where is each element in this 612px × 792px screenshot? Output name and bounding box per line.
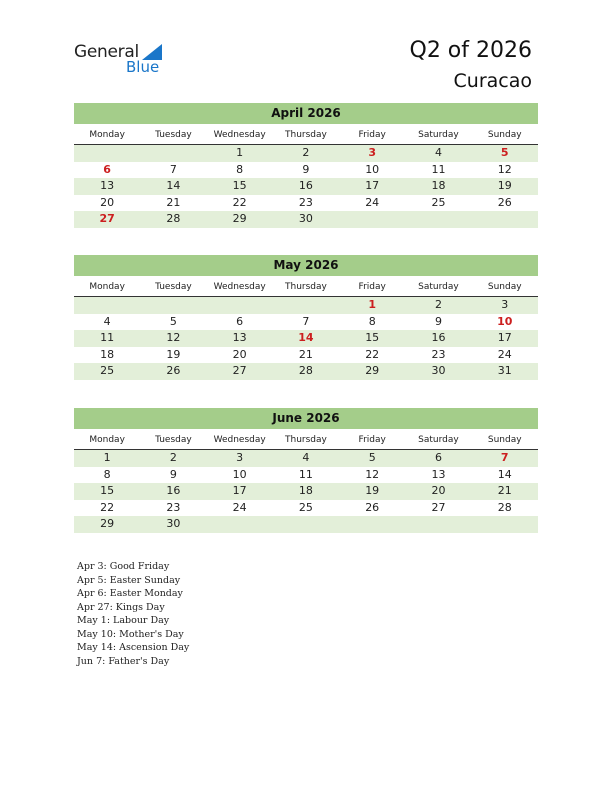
logo-blue-text: Blue	[126, 58, 160, 76]
date-cell: 26	[497, 195, 512, 209]
logo-general-text: General	[74, 42, 139, 62]
holiday-list-item: May 10: Mother's Day	[77, 628, 184, 640]
date-cell: 3	[236, 451, 244, 464]
weekday-label: Wednesday	[213, 435, 266, 445]
holiday-date-cell: 6	[103, 162, 111, 176]
date-cell: 22	[232, 195, 247, 209]
month-title: April 2026	[74, 103, 538, 124]
week-row	[74, 450, 538, 467]
week-row	[74, 347, 538, 364]
date-cell: 13	[431, 467, 446, 481]
date-cell: 7	[302, 314, 310, 328]
date-cell: 14	[166, 179, 181, 192]
holiday-list-item: Apr 27: Kings Day	[77, 601, 165, 613]
weekday-label: Wednesday	[213, 130, 266, 140]
date-cell: 27	[431, 500, 446, 514]
month-calendar	[74, 408, 538, 533]
date-cell: 24	[497, 347, 512, 361]
holiday-date-cell: 10	[497, 314, 513, 328]
date-cell: 26	[166, 364, 181, 377]
date-cell: 17	[365, 179, 380, 192]
weekday-label: Friday	[358, 435, 386, 445]
date-cell: 15	[232, 179, 247, 192]
date-cell: 20	[431, 484, 446, 497]
date-cell	[273, 516, 339, 533]
date-cell: 5	[368, 451, 376, 464]
date-cell: 18	[431, 179, 446, 192]
week-row	[74, 330, 538, 347]
holiday-date-cell: 14	[298, 331, 314, 344]
date-cell: 10	[232, 467, 247, 481]
weekday-label: Tuesday	[155, 282, 192, 292]
date-cell: 28	[166, 212, 181, 225]
date-cell: 8	[103, 467, 111, 481]
weekday-header-row	[74, 126, 538, 145]
week-row	[74, 178, 538, 195]
weekday-label: Sunday	[487, 435, 522, 445]
date-cell: 6	[434, 451, 442, 464]
date-cell	[405, 516, 471, 533]
date-cell: 23	[431, 347, 446, 361]
date-cell: 12	[497, 162, 512, 176]
date-cell: 23	[166, 500, 181, 514]
date-cell: 17	[497, 331, 512, 344]
date-cell: 8	[368, 314, 376, 328]
week-row	[74, 314, 538, 331]
week-row	[74, 162, 538, 179]
weekday-label: Monday	[89, 435, 125, 445]
date-cell: 3	[501, 298, 509, 311]
date-cell: 11	[100, 331, 115, 344]
weekday-label: Thursday	[285, 130, 327, 140]
date-cell: 20	[232, 347, 247, 361]
holiday-list-item: Apr 5: Easter Sunday	[77, 574, 181, 586]
date-cell	[140, 297, 206, 314]
date-cell: 28	[298, 364, 313, 377]
country-name: Curacao	[453, 70, 532, 92]
date-cell: 22	[100, 500, 115, 514]
date-cell: 15	[100, 484, 115, 497]
date-cell: 12	[365, 467, 380, 481]
date-cell: 13	[232, 331, 247, 344]
date-cell: 21	[497, 484, 512, 497]
date-cell: 21	[166, 195, 181, 209]
date-cell: 19	[166, 347, 181, 361]
weekday-label: Saturday	[418, 435, 459, 445]
date-cell: 30	[166, 517, 181, 530]
date-cell: 4	[434, 146, 442, 159]
logo	[74, 42, 174, 78]
date-cell: 12	[166, 331, 181, 344]
weekday-label: Tuesday	[155, 435, 192, 445]
date-cell: 20	[100, 195, 115, 209]
date-cell	[74, 145, 140, 162]
month-calendar	[74, 103, 538, 228]
date-cell: 7	[169, 162, 177, 176]
date-cell: 1	[236, 146, 244, 159]
week-row	[74, 195, 538, 212]
holiday-list-item: May 14: Ascension Day	[77, 642, 190, 653]
date-cell: 27	[232, 364, 247, 377]
month-title: May 2026	[74, 255, 538, 276]
week-row	[74, 363, 538, 380]
week-row	[74, 211, 538, 228]
date-cell: 16	[431, 331, 446, 344]
weekday-label: Thursday	[285, 435, 327, 445]
date-cell: 13	[100, 179, 115, 192]
date-cell	[405, 211, 471, 228]
date-cell: 21	[298, 347, 313, 361]
date-cell: 25	[298, 500, 313, 514]
date-cell: 8	[236, 162, 244, 176]
date-cell: 25	[100, 364, 115, 377]
date-cell	[339, 211, 405, 228]
holiday-list	[77, 560, 189, 668]
date-cell: 2	[434, 298, 442, 311]
date-cell	[140, 145, 206, 162]
date-cell: 18	[100, 347, 115, 361]
date-cell: 10	[365, 162, 380, 176]
date-cell	[74, 297, 140, 314]
date-cell: 25	[431, 195, 446, 209]
holiday-date-cell: 1	[368, 298, 377, 311]
weekday-label: Sunday	[487, 282, 522, 292]
date-cell: 9	[302, 162, 310, 176]
week-row	[74, 483, 538, 500]
date-cell: 26	[365, 500, 380, 514]
holiday-date-cell: 7	[500, 451, 509, 464]
date-cell: 4	[302, 451, 310, 464]
month-calendar	[74, 255, 538, 380]
date-cell: 30	[431, 364, 446, 377]
date-cell: 23	[298, 195, 313, 209]
date-cell: 1	[103, 451, 111, 464]
holiday-date-cell: 3	[368, 146, 377, 159]
date-cell: 16	[298, 179, 313, 192]
date-cell: 2	[302, 146, 310, 159]
date-cell: 11	[431, 162, 446, 176]
date-cell: 31	[497, 364, 512, 377]
date-cell: 30	[298, 212, 313, 225]
week-row	[74, 297, 538, 314]
date-cell: 11	[298, 467, 313, 481]
date-cell: 6	[236, 314, 244, 328]
date-cell: 22	[365, 347, 380, 361]
date-cell	[207, 297, 273, 314]
weekday-label: Friday	[358, 282, 386, 292]
weekday-header-row	[74, 278, 538, 297]
week-row	[74, 467, 538, 484]
date-cell: 24	[232, 500, 247, 514]
date-cell: 17	[232, 484, 247, 497]
date-cell: 16	[166, 484, 181, 497]
weekday-label: Monday	[89, 282, 125, 292]
month-title: June 2026	[74, 408, 538, 429]
weekday-label: Saturday	[418, 282, 459, 292]
date-cell: 9	[169, 467, 177, 481]
date-cell: 4	[103, 314, 111, 328]
date-cell: 15	[365, 331, 380, 344]
date-cell: 5	[169, 314, 177, 328]
date-cell: 19	[497, 179, 512, 192]
date-cell	[472, 211, 538, 228]
weekday-label: Sunday	[487, 130, 522, 140]
holiday-date-cell: 27	[99, 212, 115, 225]
weekday-label: Friday	[358, 130, 386, 140]
date-cell	[339, 516, 405, 533]
date-cell: 29	[100, 517, 115, 530]
date-cell: 14	[497, 467, 512, 481]
date-cell: 18	[298, 484, 313, 497]
date-cell: 24	[365, 195, 380, 209]
weekday-label: Saturday	[418, 130, 459, 140]
page-title: Q2 of 2026	[409, 38, 532, 63]
date-cell: 29	[232, 212, 247, 225]
week-row	[74, 145, 538, 162]
holiday-list-item: Jun 7: Father's Day	[77, 655, 170, 667]
weekday-label: Wednesday	[213, 282, 266, 292]
weekday-label: Tuesday	[155, 130, 192, 140]
date-cell	[472, 516, 538, 533]
date-cell	[207, 516, 273, 533]
weekday-header-row	[74, 431, 538, 450]
date-cell: 29	[365, 364, 380, 377]
date-cell: 28	[497, 500, 512, 514]
date-cell: 19	[365, 484, 380, 497]
holiday-list-item: Apr 6: Easter Monday	[77, 588, 183, 599]
date-cell	[273, 297, 339, 314]
date-cell: 9	[434, 314, 442, 328]
holiday-date-cell: 5	[500, 146, 509, 159]
week-row	[74, 516, 538, 533]
holiday-list-item: Apr 3: Good Friday	[77, 561, 170, 572]
weekday-label: Monday	[89, 130, 125, 140]
weekday-label: Thursday	[285, 282, 327, 292]
date-cell: 2	[169, 451, 177, 464]
holiday-list-item: May 1: Labour Day	[77, 615, 170, 626]
week-row	[74, 500, 538, 517]
